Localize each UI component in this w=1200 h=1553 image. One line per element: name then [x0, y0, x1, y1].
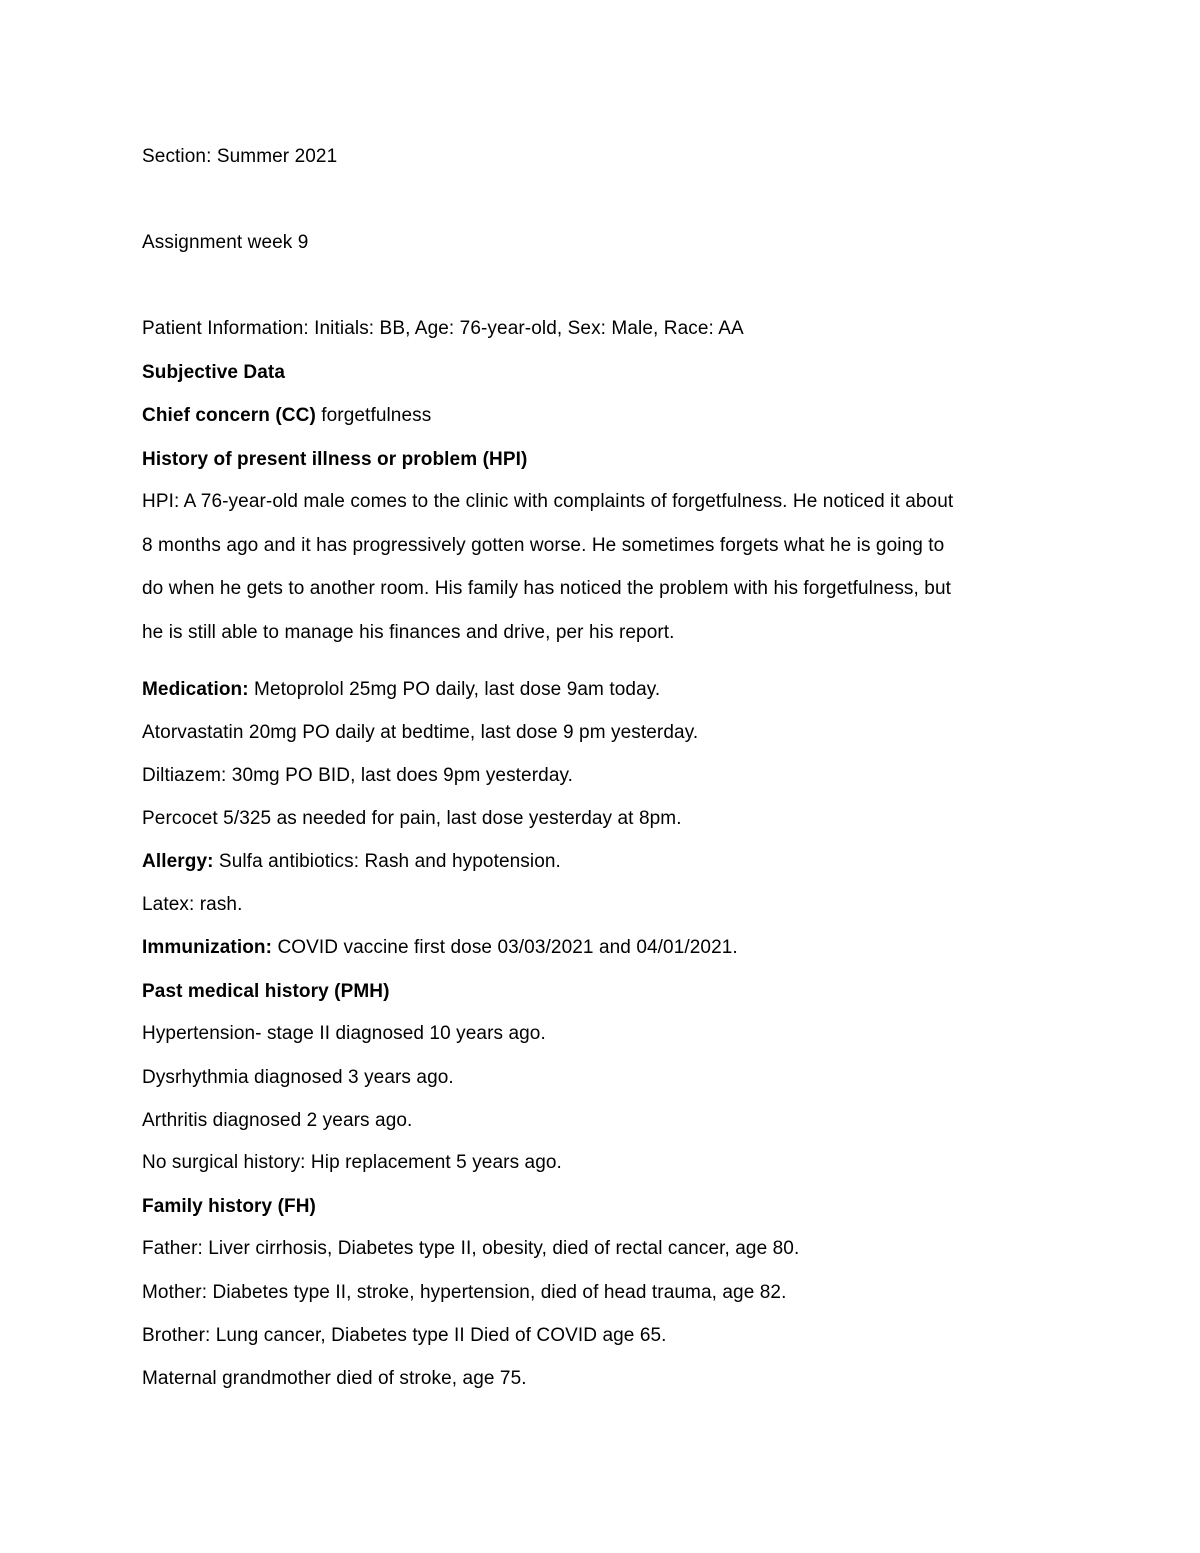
hpi-line: he is still able to manage his finances and drive, per his report.	[142, 622, 675, 643]
medication-item: Percocet 5/325 as needed for pain, last dose yesterday at 8pm.	[142, 808, 682, 829]
section-line: Section: Summer 2021	[142, 146, 338, 167]
medication-first: Metoprolol 25mg PO daily, last dose 9am today.	[248, 679, 661, 700]
pmh-item: Arthritis diagnosed 2 years ago.	[142, 1110, 413, 1131]
chief-concern-label: Chief concern (CC)	[142, 405, 316, 426]
allergy-line	[142, 849, 561, 875]
immunization-line	[142, 935, 738, 961]
fh-item: Brother: Lung cancer, Diabetes type II Died of COVID age 65.	[142, 1325, 667, 1346]
pmh-heading: Past medical history (PMH)	[142, 981, 390, 1002]
patient-info-line: Patient Information: Initials: BB, Age: 76-year-old, Sex: Male, Race: AA	[142, 318, 744, 339]
hpi-line: do when he gets to another room. His family has noticed the problem with his forgetfulness, but	[142, 578, 951, 599]
medication-label: Medication:	[142, 679, 249, 700]
immunization-label: Immunization:	[142, 937, 273, 958]
pmh-item: No surgical history: Hip replacement 5 years ago.	[142, 1152, 562, 1173]
hpi-line: HPI: A 76-year-old male comes to the clinic with complaints of forgetfulness. He noticed it about	[142, 491, 954, 512]
chief-concern-line	[142, 403, 431, 429]
assignment-line: Assignment week 9	[142, 232, 309, 253]
medication-item: Atorvastatin 20mg PO daily at bedtime, last dose 9 pm yesterday.	[142, 722, 699, 743]
fh-heading: Family history (FH)	[142, 1196, 316, 1217]
hpi-heading: History of present illness or problem (HPI)	[142, 449, 528, 470]
fh-item: Father: Liver cirrhosis, Diabetes type II, obesity, died of rectal cancer, age 80.	[142, 1238, 800, 1259]
allergy-first: Sulfa antibiotics: Rash and hypotension.	[213, 851, 561, 872]
hpi-line: 8 months ago and it has progressively gotten worse. He sometimes forgets what he is going to	[142, 535, 945, 556]
immunization-text: COVID vaccine first dose 03/03/2021 and 04/01/2021.	[272, 937, 738, 958]
pmh-item: Dysrhythmia diagnosed 3 years ago.	[142, 1067, 454, 1088]
medication-item: Diltiazem: 30mg PO BID, last does 9pm yesterday.	[142, 765, 574, 786]
subjective-heading: Subjective Data	[142, 362, 285, 383]
allergy-label: Allergy:	[142, 851, 214, 872]
chief-concern-text: forgetfulness	[315, 405, 432, 426]
pmh-item: Hypertension- stage II diagnosed 10 years ago.	[142, 1023, 546, 1044]
allergy-item: Latex: rash.	[142, 894, 243, 915]
fh-item: Maternal grandmother died of stroke, age 75.	[142, 1368, 527, 1389]
fh-item: Mother: Diabetes type II, stroke, hypertension, died of head trauma, age 82.	[142, 1282, 787, 1303]
medication-line	[142, 677, 660, 703]
